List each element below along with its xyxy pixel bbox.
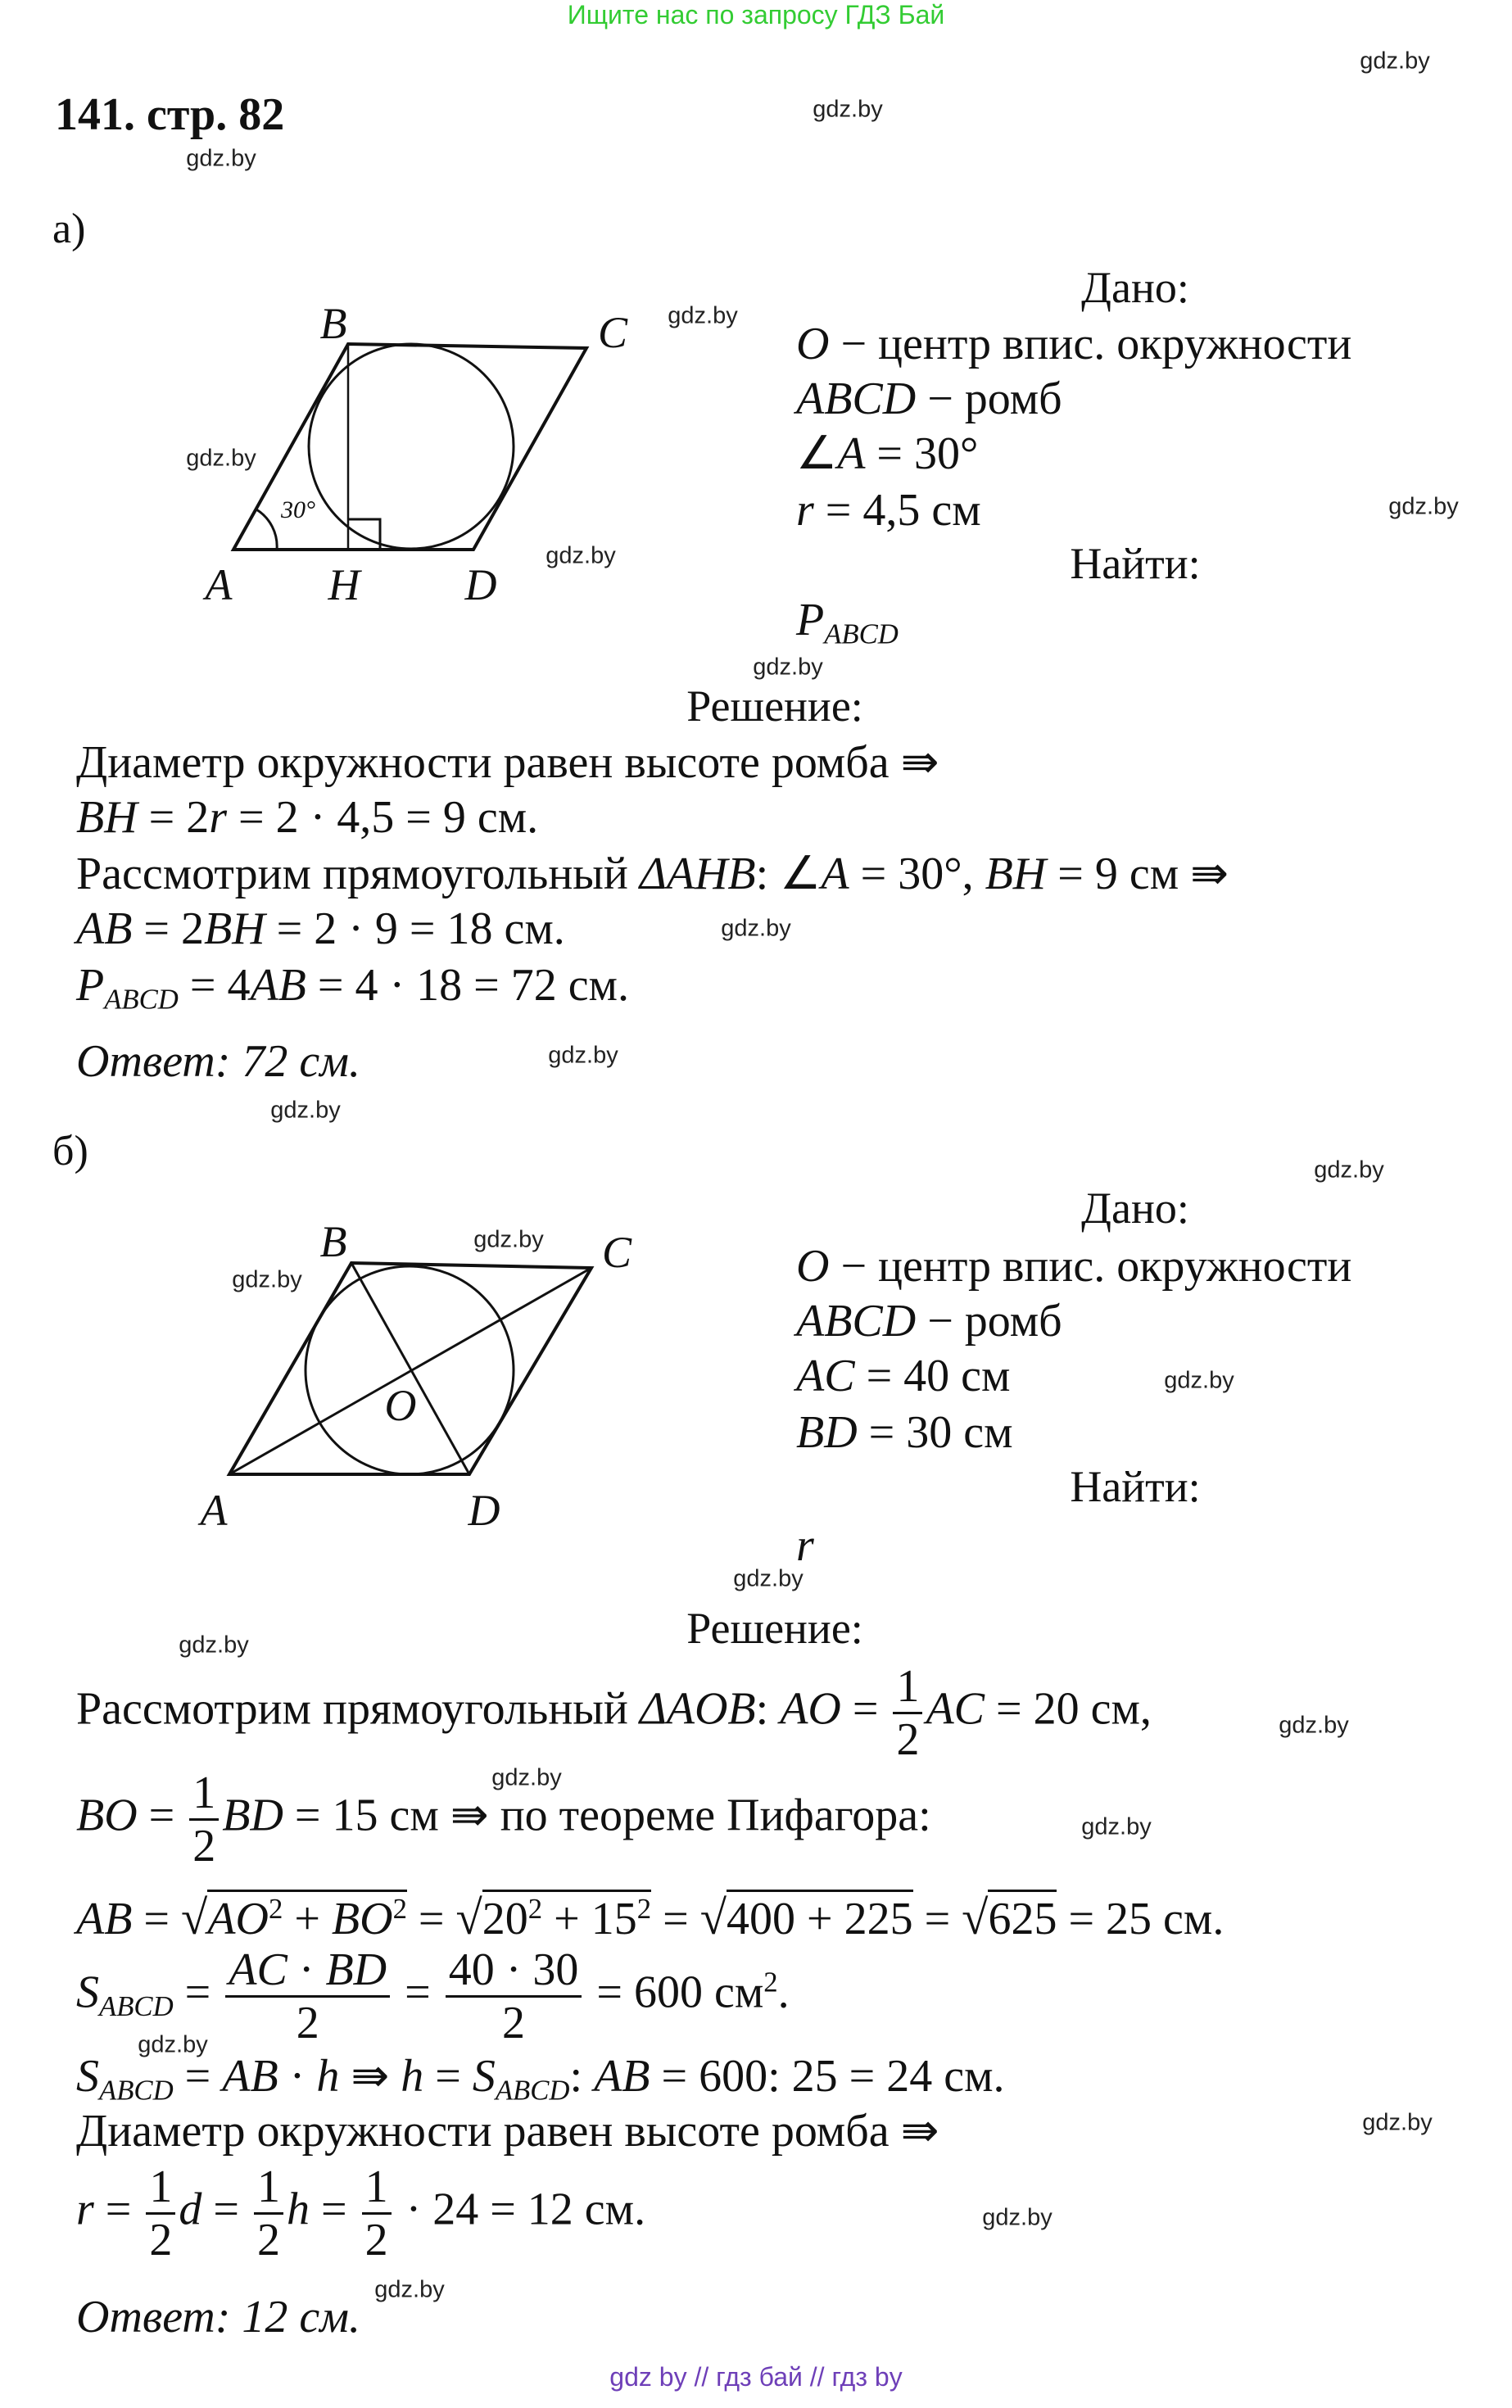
math-text: = (93, 2184, 143, 2235)
sqrt-radicand (207, 1890, 407, 1944)
math-text: = (173, 2051, 223, 2102)
math-text: = (406, 1894, 456, 1945)
solution-header: Решение: (686, 681, 863, 731)
diagonal-bd (351, 1263, 469, 1474)
given-line (796, 1347, 1010, 1405)
math-text: = 30° (865, 428, 979, 479)
math-variable: d (179, 2184, 202, 2235)
fraction-numerator (446, 1944, 582, 1998)
watermark: gdz.by (179, 1632, 249, 1659)
solution-header: Решение: (686, 1604, 863, 1653)
math-text: = (651, 1894, 700, 1945)
math-text: = 2 · 4,5 = 9 см. (227, 792, 539, 843)
watermark: gdz.by (491, 1764, 562, 1791)
given-line (796, 482, 981, 539)
math-text: 2 (296, 1998, 319, 2048)
watermark: gdz.by (733, 1565, 804, 1592)
math-text: = (201, 2184, 251, 2235)
fraction-denominator (225, 1998, 390, 2048)
math-text: : (569, 2051, 595, 2102)
watermark: gdz.by (1362, 2109, 1433, 2136)
fraction-denominator (446, 1998, 582, 2048)
math-variable: O (796, 319, 830, 369)
math-text: = 4 · 18 = 72 см. (306, 960, 629, 1011)
math-variable: P (796, 595, 825, 645)
math-text: = (393, 1967, 442, 2018)
exercise-title: 141. стр. 82 (55, 89, 285, 140)
math-variable: S (76, 2051, 99, 2102)
math-text: = 20 см, (985, 1683, 1152, 1735)
sqrt-sign-icon: √ (699, 1891, 727, 1945)
math-sqrt (962, 1891, 1057, 1945)
math-text: 1 (364, 2161, 388, 2212)
watermark: gdz.by (374, 2276, 445, 2303)
watermark: gdz.by (138, 2031, 208, 2058)
center-label-o: O (384, 1381, 417, 1430)
right-angle-mark (348, 519, 380, 550)
math-text: = 25 см. (1057, 1894, 1225, 1945)
math-text: 1 (256, 2161, 280, 2212)
math-text: 400 + 225 (726, 1894, 913, 1945)
math-variable: r (796, 1520, 814, 1571)
solution-line (76, 789, 538, 846)
math-text: 2 (364, 2215, 388, 2265)
math-variable: BD (325, 1944, 387, 1995)
angle-arc (256, 509, 277, 550)
math-superscript: 2 (527, 1893, 543, 1925)
math-superscript: 2 (763, 1966, 778, 1998)
vertex-label-a: A (205, 560, 233, 609)
math-text: = 9 см ⇛ (1046, 849, 1229, 899)
math-text: · (287, 1944, 326, 1995)
math-text: Рассмотрим прямоугольный (76, 849, 640, 899)
math-text: 625 (988, 1894, 1057, 1945)
watermark: gdz.by (1279, 1712, 1349, 1739)
watermark: gdz.by (721, 915, 791, 942)
math-subscript: ABCD (99, 1989, 174, 2022)
math-text: 2 (896, 1714, 920, 1765)
math-variable: ΔAOB (639, 1683, 756, 1735)
fraction-numerator (225, 1944, 390, 1998)
sqrt-sign-icon: √ (962, 1891, 989, 1945)
math-sqrt (455, 1891, 652, 1945)
math-variable: BD (222, 1790, 283, 1841)
given-line (796, 1404, 1013, 1461)
math-fraction (189, 1768, 219, 1872)
math-fraction (893, 1661, 922, 1765)
math-text: + (283, 1894, 332, 1945)
fraction-denominator (189, 1821, 219, 1872)
math-variable: A (821, 849, 849, 899)
watermark: gdz.by (186, 445, 256, 472)
math-text: 2 (502, 1998, 526, 2048)
math-text: 1 (149, 2161, 173, 2212)
math-text: ∠ (796, 428, 838, 479)
math-text: = (173, 1967, 223, 2018)
math-text: . (777, 1967, 790, 2018)
math-variable: S (472, 2051, 496, 2102)
find-header: Найти: (1070, 539, 1201, 588)
math-text: − ромб (916, 373, 1062, 424)
math-text: 1 (896, 1661, 920, 1712)
watermark: gdz.by (548, 1042, 618, 1069)
find-header: Найти: (1070, 1462, 1201, 1511)
math-variable: BO (331, 1894, 393, 1945)
solution-line (76, 2102, 939, 2160)
math-text: = 30 см (857, 1407, 1013, 1458)
watermark: gdz.by (813, 96, 883, 123)
math-variable: BH (204, 903, 265, 954)
math-variable: AC (229, 1944, 287, 1995)
math-text: − центр впис. окружности (829, 319, 1352, 369)
vertex-label-c: C (601, 1228, 632, 1277)
math-variable: BO (76, 1790, 138, 1841)
given-line (796, 370, 1062, 428)
sqrt-radicand (988, 1890, 1057, 1944)
math-subscript: ABCD (104, 983, 179, 1016)
vertex-label-d: D (468, 1486, 500, 1535)
vertex-label-b: B (319, 299, 347, 348)
solution-line (76, 900, 565, 957)
math-text: = 600: 25 = 24 см. (650, 2051, 1005, 2102)
math-subscript: ABCD (824, 618, 899, 650)
fraction-denominator (362, 2215, 392, 2265)
math-text: · 24 = 12 см. (394, 2184, 646, 2235)
math-text: + 15 (542, 1894, 637, 1945)
math-text: 2 (256, 2215, 280, 2265)
search-banner[interactable]: Ищите нас по запросу ГДЗ Бай (567, 0, 945, 29)
given-header: Дано: (1081, 1184, 1189, 1233)
sqrt-radicand (727, 1890, 913, 1944)
find-line (796, 591, 899, 663)
watermark: gdz.by (1164, 1367, 1234, 1394)
given-line (796, 1292, 1062, 1350)
math-text: = (840, 1683, 890, 1735)
math-variable: A (837, 428, 866, 479)
vertex-label-c: C (597, 308, 628, 357)
math-variable: h (316, 2051, 340, 2102)
math-text: : ∠ (755, 849, 822, 899)
math-text: = (137, 1790, 187, 1841)
solution-line (76, 1944, 790, 2048)
fraction-numerator (362, 2161, 392, 2215)
math-variable: AB (594, 2051, 650, 2102)
solution-line (76, 1881, 1224, 1948)
watermark: gdz.by (1360, 48, 1430, 75)
math-variable: AC (926, 1683, 985, 1735)
watermark: gdz.by (473, 1226, 544, 1253)
math-superscript: 2 (268, 1893, 283, 1925)
math-variable: S (76, 1967, 99, 2018)
math-text: 2 (192, 1821, 216, 1872)
math-subscript: ABCD (99, 2074, 174, 2107)
math-variable: ΔAHB (639, 849, 756, 899)
math-text: = (132, 1894, 182, 1945)
math-text: = 15 см ⇛ по теореме Пифагора: (283, 1790, 931, 1841)
math-variable: BD (796, 1407, 858, 1458)
math-text: 2 (149, 2215, 173, 2265)
fraction-numerator (189, 1768, 219, 1821)
math-variable: AO (780, 1683, 841, 1735)
math-text: 1 (192, 1768, 216, 1818)
math-variable: AB (76, 903, 133, 954)
watermark: gdz.by (753, 654, 823, 681)
math-text: : (755, 1683, 781, 1735)
fraction-denominator (893, 1714, 922, 1765)
given-header: Дано: (1081, 263, 1189, 312)
math-fraction (254, 2161, 283, 2265)
math-variable: h (286, 2184, 310, 2235)
watermark: gdz.by (232, 1266, 302, 1293)
math-variable: P (76, 960, 105, 1011)
math-text: 20 (482, 1894, 528, 1945)
watermark: gdz.by (1388, 493, 1459, 520)
math-fraction (362, 2161, 392, 2265)
math-text: = 600 см (585, 1967, 764, 2018)
math-text: Рассмотрим прямоугольный (76, 1683, 640, 1735)
math-text: = (912, 1894, 962, 1945)
math-variable: AB (76, 1894, 133, 1945)
watermark: gdz.by (545, 542, 616, 569)
math-text: = 40 см (854, 1351, 1011, 1401)
math-variable: O (796, 1241, 830, 1292)
fraction-denominator (254, 2215, 283, 2265)
given-line (796, 425, 978, 482)
math-text: = 2 · 9 = 18 см. (265, 903, 565, 954)
math-variable: AC (796, 1351, 855, 1401)
math-text: − ромб (916, 1296, 1062, 1347)
vertex-label-a: A (200, 1486, 228, 1535)
math-text: ⇛ (339, 2051, 401, 2102)
math-text: − центр впис. окружности (829, 1241, 1352, 1292)
answer: Ответ: 72 см. (76, 1036, 360, 1087)
math-variable: r (76, 2184, 94, 2235)
math-variable: AB (222, 2051, 278, 2102)
point-label-h: H (328, 560, 360, 609)
fraction-denominator (146, 2215, 175, 2265)
math-variable: ABCD (796, 1296, 917, 1347)
sqrt-radicand (482, 1890, 651, 1944)
math-variable: BH (985, 849, 1047, 899)
answer: Ответ: 12 см. (76, 2292, 360, 2342)
fraction-numerator (146, 2161, 175, 2215)
math-variable: r (209, 792, 228, 843)
vertex-label-b: B (319, 1217, 347, 1266)
sqrt-sign-icon: √ (181, 1891, 208, 1945)
math-text: · (278, 2051, 317, 2102)
math-fraction (225, 1944, 390, 2048)
given-line (796, 315, 1351, 373)
math-subscript: ABCD (495, 2074, 570, 2107)
math-text: Диаметр окружности равен высоте ромба ⇛ (76, 2106, 939, 2157)
solution-line (76, 2161, 645, 2265)
watermark: gdz.by (982, 2204, 1053, 2231)
math-fraction (146, 2161, 175, 2265)
watermark: gdz.by (1314, 1156, 1384, 1184)
math-variable: AO (207, 1894, 269, 1945)
given-line (796, 1238, 1351, 1295)
part-a-label: а) (52, 206, 86, 252)
watermark: gdz.by (1081, 1813, 1152, 1840)
sqrt-sign-icon: √ (455, 1891, 482, 1945)
solution-line (76, 957, 629, 1028)
math-text: Диаметр окружности равен высоте ромба ⇛ (76, 737, 939, 788)
find-line (796, 1517, 814, 1574)
rhombus-figure-b (229, 1263, 591, 1474)
math-text: = 30°, (849, 849, 985, 899)
math-text: = 2 (132, 903, 205, 954)
math-variable: r (796, 485, 814, 536)
watermark: gdz.by (186, 145, 256, 172)
inscribed-circle (309, 344, 514, 549)
math-variable: BH (76, 792, 138, 843)
angle-label: 30° (281, 496, 315, 523)
math-variable: AB (250, 960, 306, 1011)
watermark: gdz.by (668, 302, 738, 329)
math-variable: h (401, 2051, 424, 2102)
solution-line (76, 734, 939, 791)
solution-line (76, 1661, 1152, 1765)
footer-links[interactable]: gdz by // гдз бай // гдз by (609, 2362, 903, 2392)
math-text: = 2 (137, 792, 210, 843)
math-superscript: 2 (636, 1893, 652, 1925)
math-variable: ABCD (796, 373, 917, 424)
math-text: = 4,5 см (813, 485, 981, 536)
fraction-numerator (254, 2161, 283, 2215)
math-sqrt (181, 1891, 407, 1945)
math-text: 40 · 30 (448, 1944, 579, 1995)
math-fraction (446, 1944, 582, 2048)
solution-line (76, 845, 1229, 903)
math-superscript: 2 (392, 1893, 407, 1925)
part-b-label: б) (52, 1128, 88, 1175)
math-text: = (423, 2051, 473, 2102)
math-text: = (309, 2184, 359, 2235)
solution-line (76, 1768, 931, 1872)
vertex-label-d: D (464, 560, 497, 609)
math-text: = 4 (178, 960, 251, 1011)
fraction-numerator (893, 1661, 922, 1714)
watermark: gdz.by (270, 1097, 341, 1124)
math-sqrt (699, 1891, 913, 1945)
